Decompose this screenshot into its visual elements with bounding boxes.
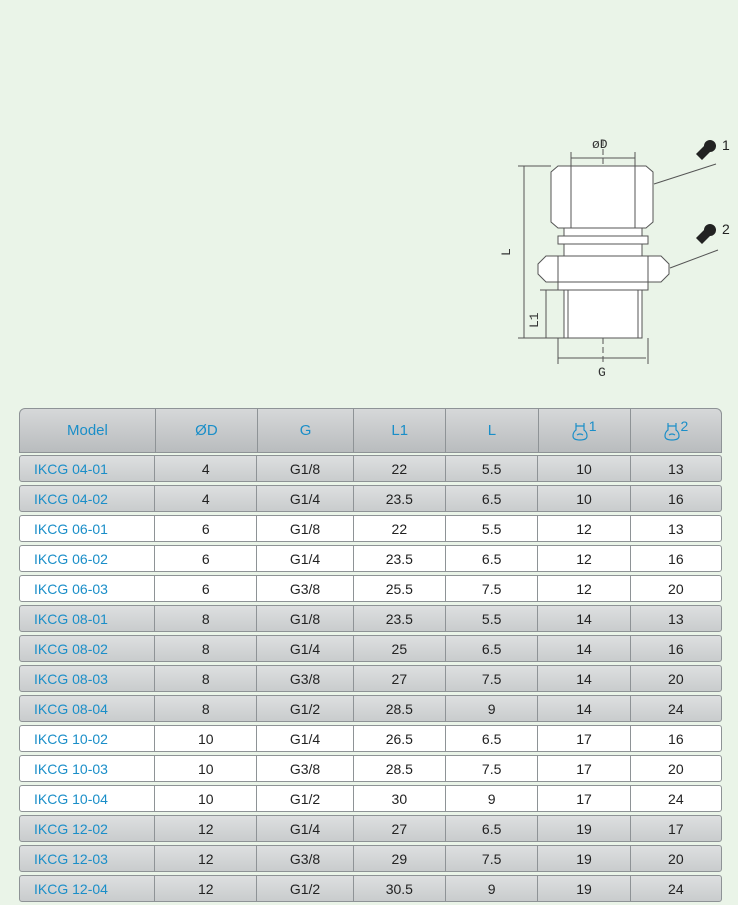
cell-wrench-1: 14 <box>538 666 630 691</box>
cell-d: 8 <box>155 636 257 661</box>
cell-l1: 22 <box>354 516 446 541</box>
fitting-drawing <box>496 122 738 382</box>
cell-wrench-1: 10 <box>538 456 630 481</box>
dim-g-label: G <box>598 365 606 380</box>
cell-wrench-1: 19 <box>538 876 630 901</box>
header-g: G <box>258 409 354 452</box>
cell-l: 6.5 <box>446 636 538 661</box>
cell-l: 7.5 <box>446 756 538 781</box>
cell-wrench-1: 14 <box>538 696 630 721</box>
table-row <box>19 815 722 842</box>
header-model: Model <box>20 409 156 452</box>
cell-wrench-1: 14 <box>538 606 630 631</box>
cell-g: G1/8 <box>257 516 353 541</box>
cell-wrench-2: 13 <box>668 610 684 627</box>
cell-model: IKCG 10-02 <box>20 726 155 751</box>
header-l1: L1 <box>354 409 446 452</box>
cell-d: 12 <box>155 876 257 901</box>
header-d: ØD <box>156 409 258 452</box>
cell-model: IKCG 12-03 <box>20 846 155 871</box>
table-row <box>19 875 722 902</box>
cell-model: IKCG 10-03 <box>20 756 155 781</box>
dim-l-label: L <box>499 248 514 256</box>
cell-g: G3/8 <box>257 846 353 871</box>
cell-g: G1/4 <box>257 726 353 751</box>
table-row <box>19 515 722 542</box>
cell-wrench-1: 12 <box>538 546 630 571</box>
cell-l: 7.5 <box>446 576 538 601</box>
cell-l1: 23.5 <box>354 486 446 511</box>
table-row <box>19 665 722 692</box>
wrench-icon <box>664 421 680 441</box>
cell-g: G3/8 <box>257 666 353 691</box>
cell-d: 10 <box>155 726 257 751</box>
table-row <box>19 635 722 662</box>
cell-g: G1/8 <box>257 456 353 481</box>
table-row <box>19 455 722 482</box>
table-body <box>19 455 722 902</box>
table-row <box>19 725 722 752</box>
cell-l: 6.5 <box>446 816 538 841</box>
cell-d: 10 <box>155 786 257 811</box>
cell-l: 6.5 <box>446 546 538 571</box>
cell-l: 5.5 <box>446 456 538 481</box>
cell-d: 6 <box>155 576 257 601</box>
cell-l: 6.5 <box>446 486 538 511</box>
cell-g: G3/8 <box>257 576 353 601</box>
wrench-icon <box>572 421 588 441</box>
table-row <box>19 545 722 572</box>
cell-l1: 30.5 <box>354 876 446 901</box>
cell-model: IKCG 08-04 <box>20 696 155 721</box>
cell-d: 6 <box>155 546 257 571</box>
cell-l1: 23.5 <box>354 606 446 631</box>
cell-wrench-2: 13 <box>668 520 684 537</box>
cell-l: 9 <box>446 876 538 901</box>
header-wrench-2 <box>631 409 721 452</box>
callout-1-label: 1 <box>722 137 730 153</box>
dim-d-label: øD <box>592 137 608 152</box>
cell-g: G1/2 <box>257 696 353 721</box>
cell-model: IKCG 04-02 <box>20 486 155 511</box>
spec-table <box>19 408 722 905</box>
cell-l1: 27 <box>354 816 446 841</box>
cell-l1: 28.5 <box>354 756 446 781</box>
cell-d: 8 <box>155 666 257 691</box>
cell-l1: 28.5 <box>354 696 446 721</box>
cell-l1: 23.5 <box>354 546 446 571</box>
cell-d: 12 <box>155 816 257 841</box>
wrench-1-number: 1 <box>588 417 597 434</box>
cell-model: IKCG 10-04 <box>20 786 155 811</box>
cell-l: 5.5 <box>446 516 538 541</box>
cell-g: G1/8 <box>257 606 353 631</box>
cell-wrench-2: 24 <box>668 790 684 807</box>
table-row <box>19 605 722 632</box>
table-header <box>19 408 722 453</box>
cell-model: IKCG 08-03 <box>20 666 155 691</box>
cell-wrench-2: 20 <box>668 670 684 687</box>
cell-wrench-1: 17 <box>538 786 630 811</box>
cell-wrench-1: 14 <box>538 636 630 661</box>
header-wrench-1 <box>539 409 631 452</box>
cell-d: 4 <box>155 456 257 481</box>
cell-l: 5.5 <box>446 606 538 631</box>
fitting-drawing-svg <box>496 122 738 382</box>
cell-model: IKCG 08-01 <box>20 606 155 631</box>
cell-wrench-1: 10 <box>538 486 630 511</box>
cell-wrench-1: 12 <box>538 576 630 601</box>
cell-wrench-2: 24 <box>668 700 684 717</box>
dim-l1-label: L1 <box>527 312 542 328</box>
table-row <box>19 755 722 782</box>
cell-l1: 25.5 <box>354 576 446 601</box>
cell-model: IKCG 12-02 <box>20 816 155 841</box>
cell-d: 8 <box>155 606 257 631</box>
cell-l1: 25 <box>354 636 446 661</box>
cell-wrench-1: 17 <box>538 726 630 751</box>
table-row <box>19 695 722 722</box>
cell-l1: 22 <box>354 456 446 481</box>
cell-model: IKCG 08-02 <box>20 636 155 661</box>
table-row <box>19 845 722 872</box>
cell-wrench-1: 17 <box>538 756 630 781</box>
table-row <box>19 575 722 602</box>
cell-l1: 26.5 <box>354 726 446 751</box>
cell-wrench-2: 16 <box>668 640 684 657</box>
cell-d: 12 <box>155 846 257 871</box>
cell-wrench-1: 19 <box>538 846 630 871</box>
cell-l: 7.5 <box>446 846 538 871</box>
callout-2-label: 2 <box>722 221 730 237</box>
cell-model: IKCG 12-04 <box>20 876 155 901</box>
cell-g: G1/2 <box>257 786 353 811</box>
cell-g: G3/8 <box>257 756 353 781</box>
cell-l1: 30 <box>354 786 446 811</box>
cell-wrench-2: 16 <box>668 490 684 507</box>
cell-g: G1/4 <box>257 486 353 511</box>
cell-wrench-1: 12 <box>538 516 630 541</box>
cell-wrench-2: 24 <box>668 880 684 897</box>
cell-l: 7.5 <box>446 666 538 691</box>
cell-wrench-2: 16 <box>668 730 684 747</box>
cell-l: 9 <box>446 786 538 811</box>
cell-model: IKCG 06-02 <box>20 546 155 571</box>
cell-wrench-2: 20 <box>668 580 684 597</box>
table-row <box>19 785 722 812</box>
table-row <box>19 485 722 512</box>
cell-g: G1/4 <box>257 816 353 841</box>
cell-d: 10 <box>155 756 257 781</box>
cell-wrench-2: 20 <box>668 760 684 777</box>
cell-l1: 29 <box>354 846 446 871</box>
wrench-2-number: 2 <box>680 417 689 434</box>
cell-model: IKCG 06-01 <box>20 516 155 541</box>
cell-wrench-2: 16 <box>668 550 684 567</box>
header-l: L <box>446 409 538 452</box>
cell-d: 4 <box>155 486 257 511</box>
cell-l1: 27 <box>354 666 446 691</box>
cell-wrench-2: 17 <box>668 820 684 837</box>
cell-wrench-2: 20 <box>668 850 684 867</box>
cell-g: G1/4 <box>257 636 353 661</box>
cell-wrench-1: 19 <box>538 816 630 841</box>
cell-g: G1/2 <box>257 876 353 901</box>
cell-l: 9 <box>446 696 538 721</box>
cell-model: IKCG 04-01 <box>20 456 155 481</box>
cell-d: 6 <box>155 516 257 541</box>
cell-d: 8 <box>155 696 257 721</box>
cell-model: IKCG 06-03 <box>20 576 155 601</box>
cell-l: 6.5 <box>446 726 538 751</box>
cell-g: G1/4 <box>257 546 353 571</box>
cell-wrench-2: 13 <box>668 460 684 477</box>
